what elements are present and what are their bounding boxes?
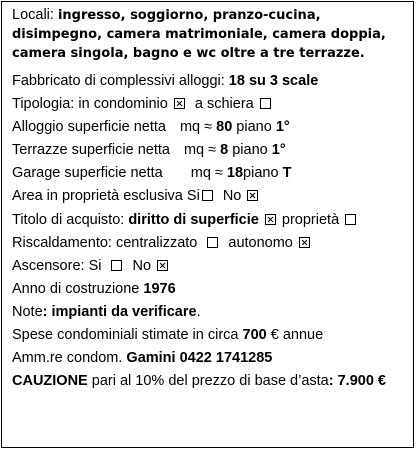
spese-label: Spese condominiali stimate in circa (12, 327, 243, 344)
anno-value: 1976 (143, 280, 176, 297)
alloggio-piano: 1° (275, 119, 290, 136)
note-row (12, 301, 410, 324)
riscaldamento-centralizzato-label: centralizzato (115, 234, 198, 251)
titolo-row (12, 209, 410, 232)
ascensore-no-checkbox (157, 260, 168, 271)
cauzione-label: CAUZIONE (12, 373, 88, 390)
garage-row (12, 162, 410, 185)
note-value: : impianti da verificare (42, 303, 197, 320)
listing-frame (1, 1, 414, 448)
titolo-proprieta-checkbox (345, 214, 356, 225)
garage-label: Garage superficie netta (12, 165, 163, 182)
riscaldamento-row (12, 232, 410, 255)
alloggio-row (12, 116, 410, 139)
alloggio-mq-label: mq ≈ (179, 119, 217, 136)
garage-value: 18 (226, 165, 244, 182)
ascensore-label: Ascensore: (12, 257, 89, 274)
cauzione-row (12, 370, 410, 393)
note-end: . (196, 303, 201, 320)
ascensore-si-checkbox (111, 260, 122, 271)
garage-mq-label: mq ≈ (190, 165, 227, 182)
titolo-superficie-label: diritto di superficie (128, 211, 259, 228)
area-no-checkbox (247, 190, 258, 201)
terrazze-row (12, 139, 410, 162)
terrazze-piano-label: piano (228, 142, 272, 159)
spese-suffix: € annue (266, 327, 324, 344)
tipologia-label: Tipologia: (12, 96, 79, 113)
fabbricato-value: 18 su 3 scale (228, 73, 319, 89)
cauzione-text: pari al 10% del prezzo di base d’asta (87, 373, 329, 390)
spese-value: 700 (242, 327, 267, 344)
riscaldamento-centralizzato-checkbox (207, 237, 218, 248)
garage-piano: T (282, 165, 292, 182)
spese-row (12, 324, 410, 347)
tipologia-schiera-checkbox (260, 98, 271, 109)
titolo-label: Titolo di acquisto: (12, 211, 129, 228)
cauzione-value: : 7.900 € (328, 373, 386, 390)
ascensore-row (12, 255, 410, 278)
locali-row (12, 6, 410, 63)
riscaldamento-autonomo-checkbox (299, 237, 310, 248)
anno-label: Anno di costruzione (12, 280, 144, 297)
tipologia-schiera-label: a schiera (194, 96, 254, 113)
tipologia-row (12, 93, 410, 116)
details-list (12, 70, 410, 393)
terrazze-label: Terrazze superficie netta (12, 142, 170, 159)
tipologia-condominio-label: in condominio (78, 96, 168, 113)
terrazze-mq-label: mq ≈ (183, 142, 221, 159)
anno-row (12, 278, 410, 301)
alloggio-value: 80 (216, 119, 233, 136)
fabbricato-row (12, 70, 410, 93)
area-no-label: No (222, 188, 242, 205)
amministratore-value: Gamini 0422 1741285 (126, 350, 273, 367)
listing-details (12, 6, 410, 393)
note-label: Note (12, 303, 43, 320)
titolo-superficie-checkbox (265, 214, 276, 225)
fabbricato-label: Fabbricato di complessivi alloggi: (12, 73, 229, 89)
titolo-proprieta-label: proprietà (281, 211, 340, 228)
terrazze-value: 8 (220, 142, 229, 159)
locali-label: Locali: (12, 7, 58, 23)
area-si-checkbox (202, 190, 213, 201)
alloggio-piano-label: piano (232, 119, 276, 136)
riscaldamento-autonomo-label: autonomo (228, 234, 293, 251)
terrazze-piano: 1° (271, 142, 286, 159)
amministratore-row (12, 347, 410, 370)
alloggio-label: Alloggio superficie netta (12, 119, 166, 136)
tipologia-condominio-checkbox (174, 98, 185, 109)
amministratore-label: Amm.re condom. (12, 350, 127, 367)
riscaldamento-label: Riscaldamento: (12, 234, 116, 251)
area-row (12, 185, 410, 208)
area-label: Area in proprietà esclusiva (12, 188, 187, 205)
ascensore-no-label: No (132, 257, 152, 274)
locali-value: ingresso, soggiorno, pranzo-cucina, disimpegno, camera matrimoniale, camera doppia, camera singola, bagno e wc oltre a tre terrazze. (12, 8, 386, 61)
area-si-label: Si (186, 188, 200, 205)
ascensore-si-label: Si (88, 257, 102, 274)
garage-piano-label: piano (243, 165, 283, 182)
